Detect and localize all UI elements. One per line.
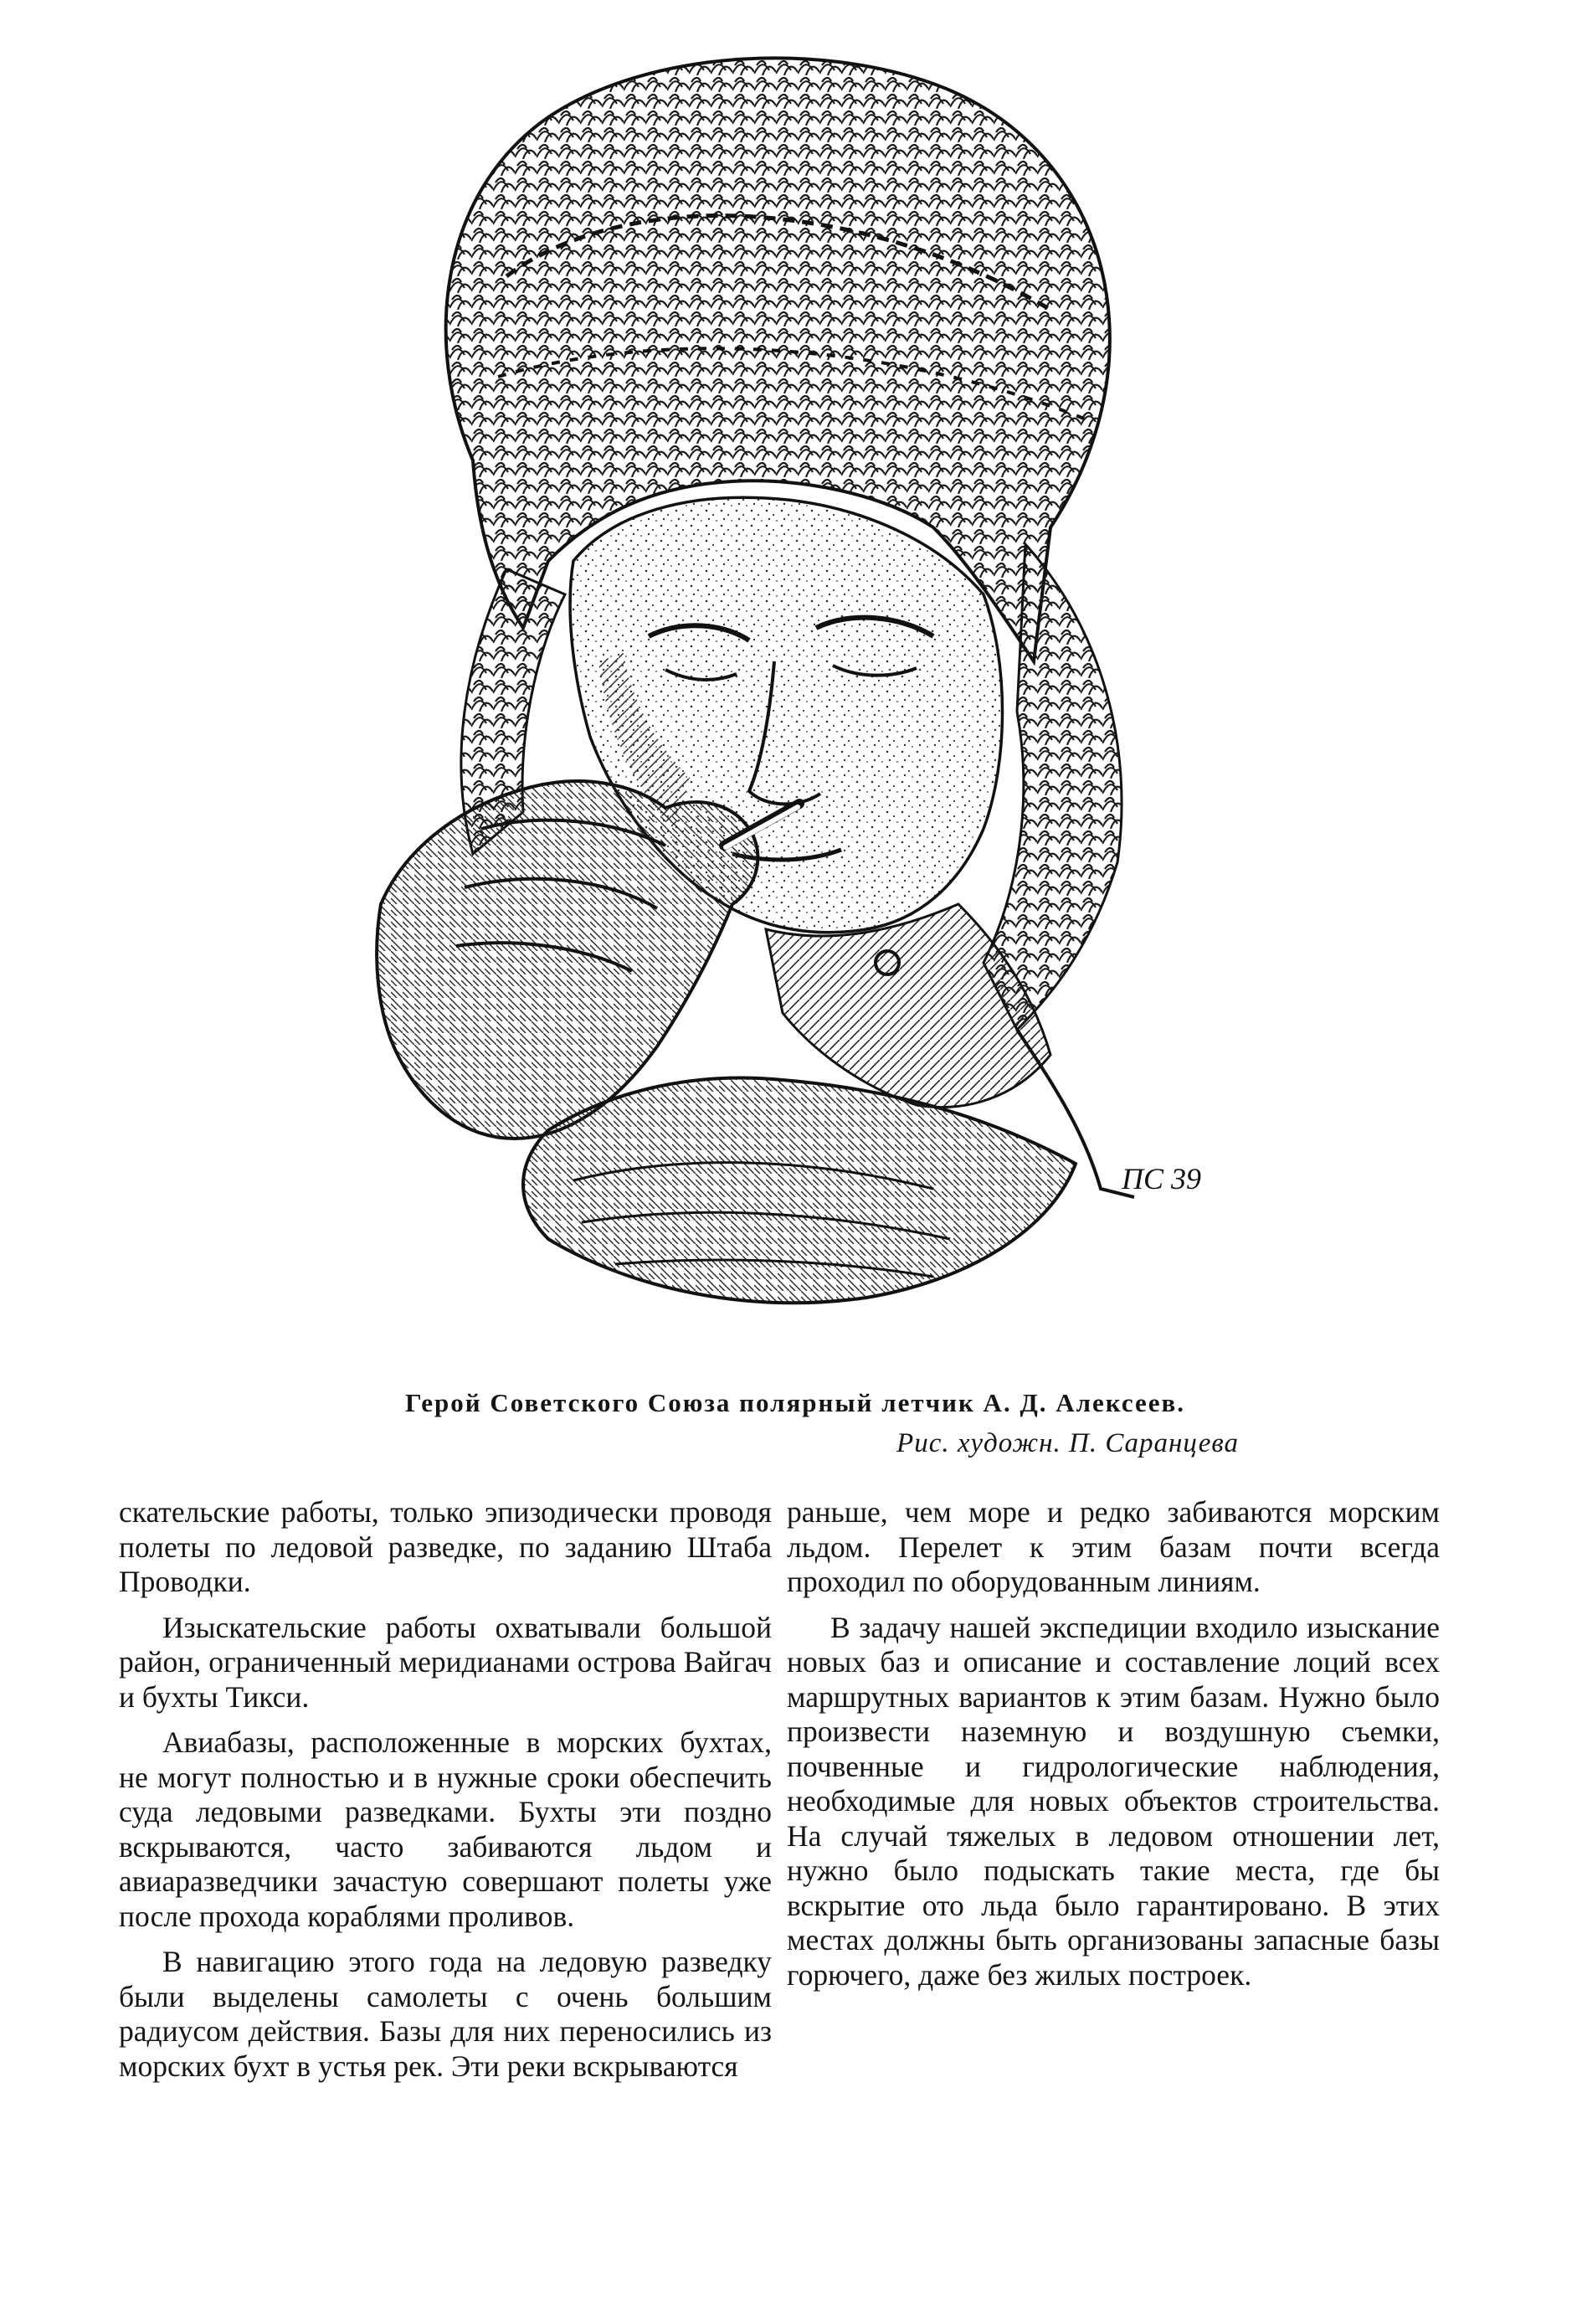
paragraph: В задачу нашей экспедиции входило изыскание новых баз и описание и составление лоций всех маршрутных вариантов к этим базам. Нужно было произвести наземную и воздушную съемки, почвенные и гидрологические наблюдения, необходимые для новых объектов строительства. На случай тяжелых в ледовом отношении лет, нужно было подыскать такие места, где бы вскрытие ото льда было гарантировано. В этих местах должны быть организованы запасные базы горючего, даже без жилых построек.	[787, 1610, 1440, 1992]
paragraph: Изыскательские работы охватывали большой район, ограниченный меридианами острова Вайгач и бухты Тикси.	[119, 1610, 772, 1714]
paragraph: раньше, чем море и редко забиваются морским льдом. Перелет к этим базам почти всегда проходил по оборудованным линиям.	[787, 1495, 1440, 1598]
illustration-credit: Рис. художн. П. Саранцева	[896, 1428, 1239, 1458]
text-column-right	[787, 1495, 1440, 2003]
portrait-illustration	[297, 25, 1235, 1339]
paragraph: В навигацию этого года на ледовую разведку были выделены самолеты с очень большим радиусом действия. Базы для них переносились из морских бухт в устья рек. Эти реки вскрываются	[119, 1945, 772, 2083]
text-column-left	[119, 1495, 772, 2095]
illustration-caption: Герой Советского Союза полярный летчик А. Д. Алексеев.	[404, 1388, 1186, 1417]
artist-signature	[1121, 1162, 1201, 1195]
paragraph: Авиабазы, расположенные в морских бухтах, не могут полностью и в нужные сроки обеспечить суда ледовыми разведками. Бухты эти поздно вскрываются, часто забиваются льдом и авиаразведчики зачастую совершают полеты уже после прохода кораблями проливов.	[119, 1725, 772, 1933]
paragraph: скательские работы, только эпизодически проводя полеты по ледовой разведке, по заданию Штаба Проводки.	[119, 1495, 772, 1598]
svg-text:ПС 39: ПС 39	[1122, 1162, 1202, 1195]
